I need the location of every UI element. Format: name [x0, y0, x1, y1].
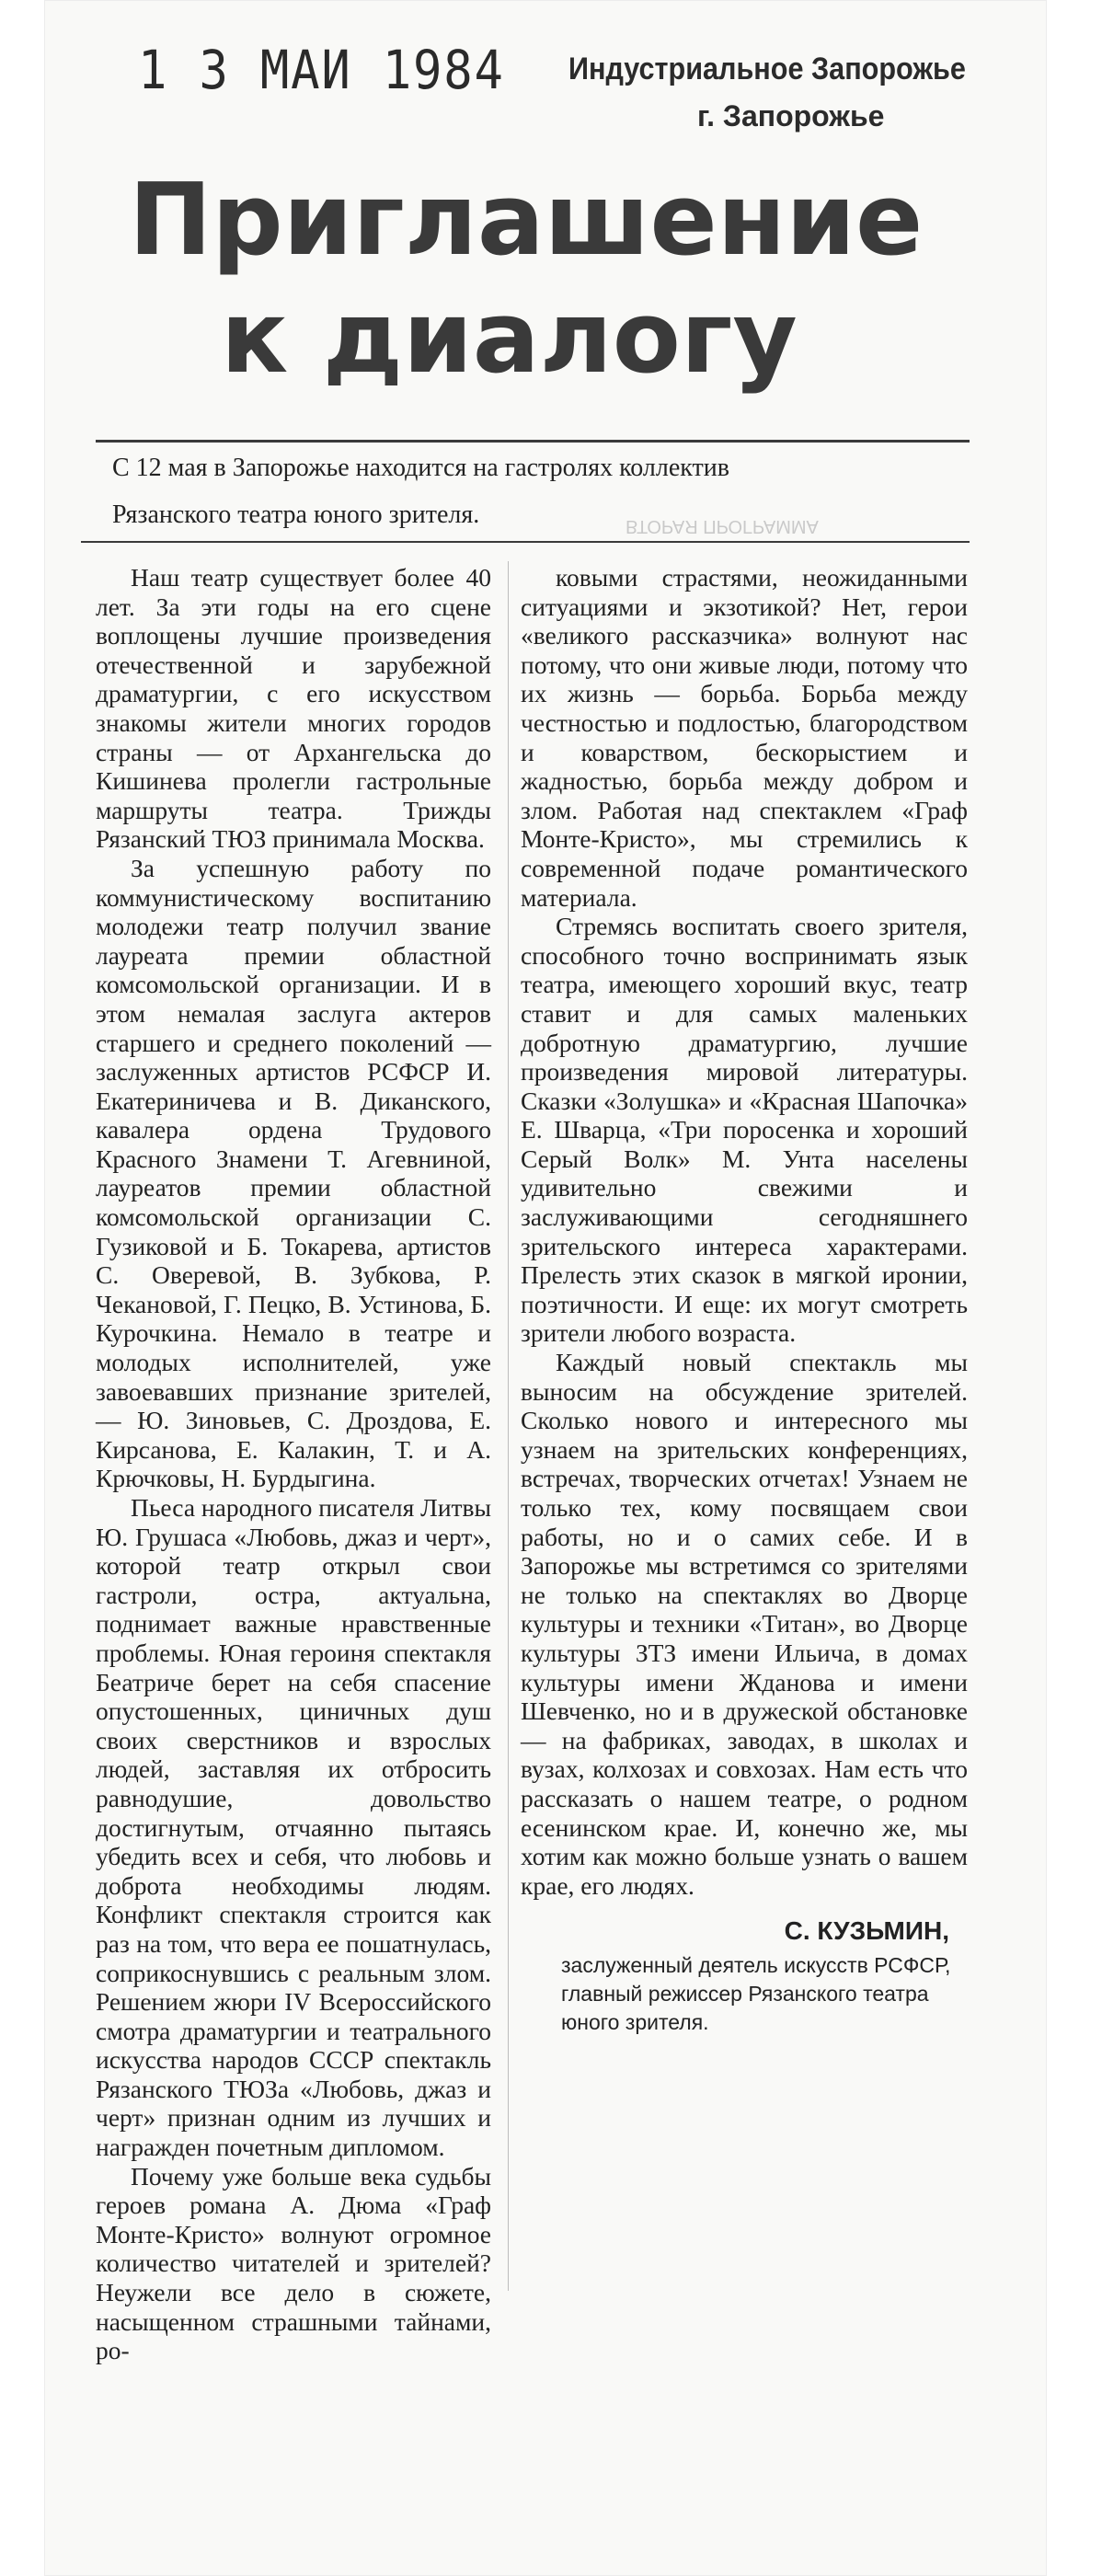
lead-bottom-rule	[81, 541, 970, 543]
article-paragraph: За успешную работу по коммунистическому воспитанию молодежи театр получил звание лауреата премии областной комсомольской организации. И в этом немалая заслуга актеров старшего и среднего поколений — заслуженных артистов РСФСР И. Екатериничева и В. Диканского, кавалера ордена Трудового Красного Знамени Т. Агевниной, лауреатов премии областной комсомольской организации С. Гузиковой и Б. Токарева, артистов С. Оверевой, В. Зубкова, Р. Чекановой, Г. Пецко, В. Устинова, Б. Курочкина. Немало в театре и молодых исполнителей, уже завоевавших признание зрителей, — Ю. Зиновьев, С. Дроздова, Е. Кирсанова, Е. Калакин, Т. и А. Крючковы, Н. Бурдыгина.	[96, 853, 491, 1493]
article-paragraph: Пьеса народного писателя Литвы Ю. Грушаса «Любовь, джаз и черт», которой театр открыл свои гастроли, остра, актуальна, поднимает важные нравственные проблемы. Юная героиня спектакля Беатриче берет на себя спасение опустошенных, циничных душ своих сверстников и взрослых людей, заставляя их отбросить равнодушие, довольство достигнутым, отчаянно пытаясь убедить всех и себя, что любовь и доброта необходимы людям. Конфликт спектакля строится как раз на том, что вера ее пошатнулась, соприкоснувшись с реальным злом. Решением жюри IV Всероссийского смотра драматургии и театрального искусства народов СССР спектакль Рязанского ТЮЗа «Любовь, джаз и черт» признан одним из лучших и награжден почетным дипломом.	[96, 1493, 492, 2162]
headline-line-2: к диалогу	[221, 281, 798, 396]
author-signature: С. КУЗЬМИН,	[784, 1916, 949, 1946]
lead-line-2: Рязанского театра юного зрителя.	[112, 500, 480, 529]
column-divider	[508, 561, 509, 2291]
lead-line-1: С 12 мая в Запорожье находится на гастролях коллектив	[112, 454, 729, 482]
article-headline	[129, 162, 957, 397]
article-paragraph: Наш театр существует более 40 лет. За эти годы на его сцене воплощены лучшие произведения отечественной и зарубежной драматургии, с его искусством знакомы жители многих городов страны — от Архангельска до Кишинева пролегли гастрольные маршруты театра. Трижды Рязанский ТЮЗ принимала Москва.	[96, 563, 491, 854]
article-paragraph: Почему уже больше века судьбы героев романа А. Дюма «Граф Монте-Кристо» волнуют огромное количество читателей и зрителей? Неужели все дело в сюжете, насыщенном страшными тайнами, ро-	[96, 2161, 491, 2365]
article-paragraph: Стремясь воспитать своего зрителя, способного точно воспринимать язык театра, имеющего хороший вкус, театр ставит и для самых маленьких добротную драматургию, лучшие произведения мировой литературы. Сказки «Золушка» и «Красная Шапочка» Е. Шварца, «Три поросенка и хороший Серый Волк» М. Унта населены удивительно свежими и заслуживающими сегодняшнего зрительского интереса характерами. Прелесть этих сказок в мягкой иронии, поэтичности. И еще: их могут смотреть зрители любого возраста.	[521, 912, 968, 1348]
article-paragraph: ковыми страстями, неожиданными ситуациями и экзотикой? Нет, герои «великого рассказчика» волнуют нас потому, что они живые люди, потому что их жизнь — борьба. Борьба между честностью и подлостью, благородством и коварством, бескорыстием и жадностью, борьба между добром и злом. Работая над спектаклем «Граф Монте-Кристо», мы стремились к современной подаче романтического материала.	[521, 563, 968, 912]
article-column-right	[521, 563, 968, 2037]
source-stamp: Индустриальное Запорожье	[568, 52, 966, 86]
date-stamp: 1 3 МАИ 1984	[138, 39, 505, 101]
article-column-left	[96, 563, 491, 2365]
author-title: заслуженный деятель искусств РСФСР, главный режиссер Рязанского театра юного зрителя.	[561, 1952, 951, 2034]
city-stamp: г. Запорожье	[697, 99, 885, 132]
lead-top-rule	[96, 440, 970, 443]
headline-line-1: Приглашение	[129, 163, 924, 278]
article-paragraph: Каждый новый спектакль мы выносим на обсуждение зрителей. Сколько нового и интересного мы узнаем на зрительских конференциях, встречах, творческих отчетах! Узнаем не только тех, кому посвящаем свои работы, но и о самих себе. И в Запорожье мы встретимся со зрителями не только на спектаклях во Дворце культуры и техники «Титан», во Дворце культуры ЗТЗ имени Ильича, в домах культуры имени Жданова и имени Шевченко, но и в дружеской обстановке — на фабриках, заводах, в школах и вузах, колхозах и совхозах. Нам есть что рассказать о нашем театре, о родном есенинском крае. И, конечно же, мы хотим как можно больше узнать о вашем крае, его людях.	[521, 1348, 968, 1900]
bleed-through-text: ВТОРАЯ ПРОГРАММА	[626, 516, 819, 536]
